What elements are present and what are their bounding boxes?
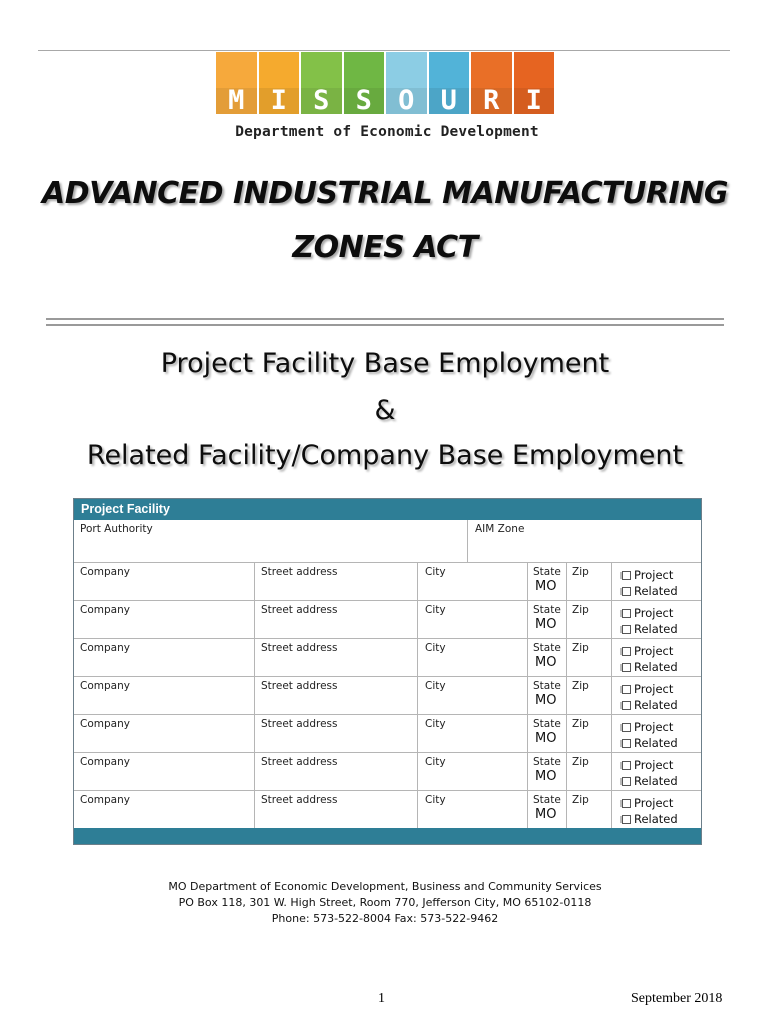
project-checkbox[interactable] xyxy=(622,761,631,770)
state-label: State xyxy=(533,794,561,806)
project-checkbox-option xyxy=(622,682,673,696)
column-divider xyxy=(417,676,418,714)
column-divider xyxy=(417,600,418,638)
logo-letter: U xyxy=(440,85,457,116)
city-label: City xyxy=(425,756,446,768)
related-checkbox-option xyxy=(622,660,678,674)
column-divider xyxy=(566,714,567,752)
column-divider xyxy=(527,562,528,600)
column-divider xyxy=(566,562,567,600)
row-divider xyxy=(74,714,701,715)
column-divider xyxy=(611,790,612,828)
related-checkbox-option xyxy=(622,774,678,788)
logo-tile xyxy=(514,52,555,114)
form-footer-bar xyxy=(74,828,701,844)
column-divider xyxy=(611,714,612,752)
project-checkbox[interactable] xyxy=(622,799,631,808)
row-divider xyxy=(74,676,701,677)
subtitle-line2: & xyxy=(374,395,396,426)
zip-label: Zip xyxy=(572,566,589,578)
related-checkbox-option xyxy=(622,812,678,826)
company-label: Company xyxy=(80,566,130,578)
column-divider xyxy=(254,676,255,714)
row-divider xyxy=(74,790,701,791)
footer-line3: Phone: 573-522-8004 Fax: 573-522-9462 xyxy=(271,912,499,925)
related-checkbox[interactable] xyxy=(622,663,631,672)
project-checkbox-label: Project xyxy=(634,568,674,582)
street-address-label: Street address xyxy=(261,566,338,578)
column-divider xyxy=(417,752,418,790)
zip-label: Zip xyxy=(572,604,589,616)
column-divider xyxy=(254,638,255,676)
city-label: City xyxy=(425,642,446,654)
project-checkbox-option xyxy=(622,758,673,772)
zip-label: Zip xyxy=(572,756,589,768)
state-value: MO xyxy=(535,731,557,746)
port-aim-divider xyxy=(467,520,468,562)
street-address-label: Street address xyxy=(261,794,338,806)
footer-line1: MO Department of Economic Development, Business and Community Services xyxy=(168,880,602,893)
state-label: State xyxy=(533,642,561,654)
state-label: State xyxy=(533,756,561,768)
city-label: City xyxy=(425,566,446,578)
state-value: MO xyxy=(535,769,557,784)
state-label: State xyxy=(533,718,561,730)
logo-letter: I xyxy=(270,85,287,116)
related-checkbox[interactable] xyxy=(622,587,631,596)
street-address-label: Street address xyxy=(261,680,338,692)
company-label: Company xyxy=(80,680,130,692)
company-label: Company xyxy=(80,794,130,806)
project-checkbox[interactable] xyxy=(622,647,631,656)
row-divider xyxy=(74,600,701,601)
column-divider xyxy=(254,714,255,752)
column-divider xyxy=(527,600,528,638)
logo-letter: S xyxy=(355,85,372,116)
form-header: Project Facility xyxy=(74,499,701,520)
column-divider xyxy=(417,638,418,676)
related-checkbox[interactable] xyxy=(622,777,631,786)
logo-letter: S xyxy=(313,85,330,116)
column-divider xyxy=(417,562,418,600)
logo-tile xyxy=(429,52,470,114)
related-checkbox[interactable] xyxy=(622,625,631,634)
project-checkbox-label: Project xyxy=(634,644,674,658)
related-checkbox-option xyxy=(622,622,678,636)
project-checkbox-option xyxy=(622,644,673,658)
column-divider xyxy=(254,752,255,790)
page-date: September 2018 xyxy=(631,991,723,1006)
document-title-line2: ZONES ACT xyxy=(292,230,478,265)
company-label: Company xyxy=(80,604,130,616)
state-label: State xyxy=(533,566,561,578)
subtitle-line3: Related Facility/Company Base Employment xyxy=(86,440,684,471)
related-checkbox-option xyxy=(622,584,678,598)
column-divider xyxy=(611,600,612,638)
city-label: City xyxy=(425,604,446,616)
state-label: State xyxy=(533,680,561,692)
column-divider xyxy=(566,790,567,828)
project-checkbox-option xyxy=(622,720,673,734)
related-checkbox[interactable] xyxy=(622,815,631,824)
column-divider xyxy=(566,676,567,714)
state-label: State xyxy=(533,604,561,616)
column-divider xyxy=(527,638,528,676)
project-checkbox[interactable] xyxy=(622,571,631,580)
column-divider xyxy=(566,638,567,676)
related-checkbox[interactable] xyxy=(622,701,631,710)
zip-label: Zip xyxy=(572,642,589,654)
logo-tile xyxy=(216,52,257,114)
missouri-logo xyxy=(216,52,554,114)
logo-letter: M xyxy=(228,85,245,116)
subtitle-line1: Project Facility Base Employment xyxy=(160,348,610,379)
column-divider xyxy=(611,752,612,790)
column-divider xyxy=(566,752,567,790)
related-checkbox-label: Related xyxy=(634,698,678,712)
logo-tagline: Department of Economic Development xyxy=(235,124,539,140)
related-checkbox-label: Related xyxy=(634,660,678,674)
logo-tile xyxy=(301,52,342,114)
related-checkbox[interactable] xyxy=(622,739,631,748)
column-divider xyxy=(611,676,612,714)
state-value: MO xyxy=(535,807,557,822)
title-divider-top xyxy=(46,318,724,320)
zip-label: Zip xyxy=(572,680,589,692)
zip-label: Zip xyxy=(572,718,589,730)
related-checkbox-label: Related xyxy=(634,736,678,750)
top-rule xyxy=(38,50,730,51)
related-checkbox-label: Related xyxy=(634,622,678,636)
street-address-label: Street address xyxy=(261,756,338,768)
project-checkbox-label: Project xyxy=(634,720,674,734)
logo-tile xyxy=(344,52,385,114)
street-address-label: Street address xyxy=(261,718,338,730)
header-row-divider xyxy=(74,562,701,563)
logo-tile xyxy=(259,52,300,114)
column-divider xyxy=(611,562,612,600)
project-checkbox[interactable] xyxy=(622,609,631,618)
zip-label: Zip xyxy=(572,794,589,806)
title-divider-bottom xyxy=(46,324,724,326)
state-value: MO xyxy=(535,693,557,708)
column-divider xyxy=(254,790,255,828)
project-checkbox-option xyxy=(622,568,673,582)
state-value: MO xyxy=(535,655,557,670)
logo-tile xyxy=(386,52,427,114)
related-checkbox-option xyxy=(622,698,678,712)
project-checkbox-label: Project xyxy=(634,682,674,696)
project-checkbox[interactable] xyxy=(622,685,631,694)
street-address-label: Street address xyxy=(261,642,338,654)
project-checkbox-option xyxy=(622,606,673,620)
port-authority-label: Port Authority xyxy=(80,523,153,535)
row-divider xyxy=(74,752,701,753)
street-address-label: Street address xyxy=(261,604,338,616)
related-checkbox-option xyxy=(622,736,678,750)
document-title-line1: ADVANCED INDUSTRIAL MANUFACTURING xyxy=(42,176,728,211)
column-divider xyxy=(527,752,528,790)
page-number: 1 xyxy=(378,991,385,1006)
related-checkbox-label: Related xyxy=(634,812,678,826)
related-checkbox-label: Related xyxy=(634,774,678,788)
column-divider xyxy=(417,714,418,752)
project-facility-form xyxy=(73,498,702,845)
column-divider xyxy=(566,600,567,638)
column-divider xyxy=(254,600,255,638)
city-label: City xyxy=(425,718,446,730)
state-value: MO xyxy=(535,579,557,594)
logo-letter: O xyxy=(398,85,415,116)
logo-tile xyxy=(471,52,512,114)
project-checkbox-option xyxy=(622,796,673,810)
city-label: City xyxy=(425,794,446,806)
column-divider xyxy=(611,638,612,676)
column-divider xyxy=(417,790,418,828)
column-divider xyxy=(254,562,255,600)
footer-line2: PO Box 118, 301 W. High Street, Room 770, Jefferson City, MO 65102-0118 xyxy=(178,896,592,909)
project-checkbox[interactable] xyxy=(622,723,631,732)
project-checkbox-label: Project xyxy=(634,796,674,810)
row-divider xyxy=(74,638,701,639)
column-divider xyxy=(527,714,528,752)
city-label: City xyxy=(425,680,446,692)
company-label: Company xyxy=(80,756,130,768)
company-label: Company xyxy=(80,642,130,654)
logo-letter: I xyxy=(525,85,542,116)
project-checkbox-label: Project xyxy=(634,758,674,772)
logo-letter: R xyxy=(483,85,500,116)
aim-zone-label: AIM Zone xyxy=(475,523,525,535)
project-checkbox-label: Project xyxy=(634,606,674,620)
related-checkbox-label: Related xyxy=(634,584,678,598)
state-value: MO xyxy=(535,617,557,632)
column-divider xyxy=(527,676,528,714)
column-divider xyxy=(527,790,528,828)
company-label: Company xyxy=(80,718,130,730)
